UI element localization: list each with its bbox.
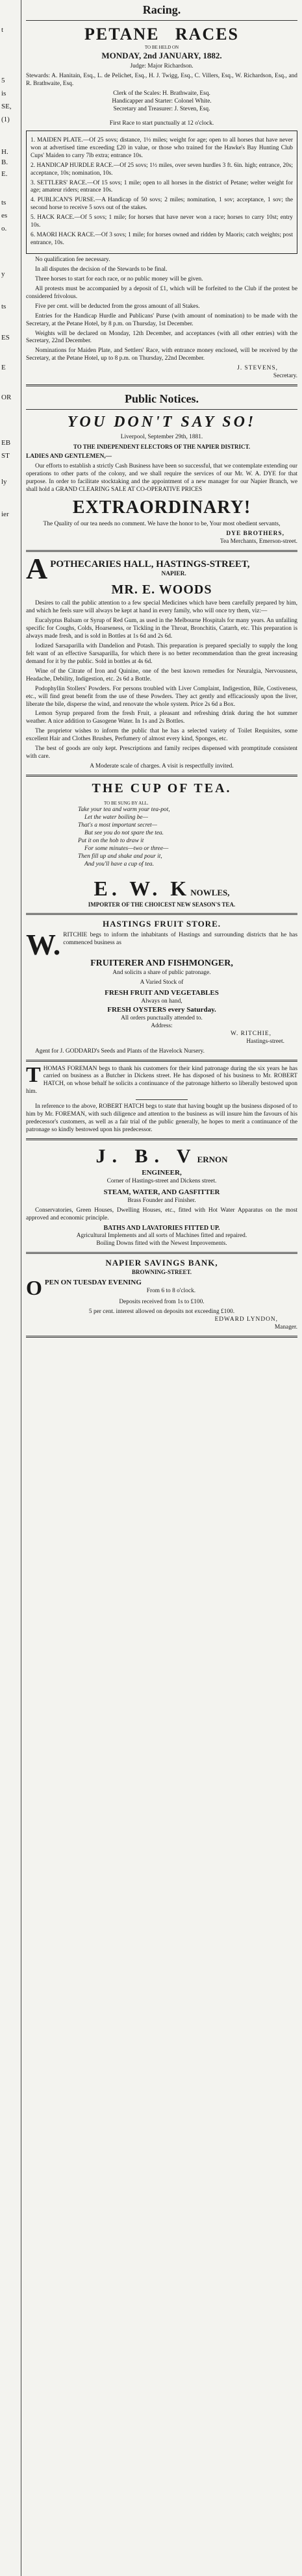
fruit-store-solicit: And solicits a share of public patronage.: [112, 969, 211, 977]
strip-fragment: t: [1, 26, 4, 34]
divider: [26, 550, 297, 552]
race-condition: Weights will be declared on Monday, 12th December, and acceptances (with all other entries) with the Secretary, 22nd December.: [26, 330, 297, 345]
apothecaries-dropcap: A: [26, 555, 48, 582]
letter-body: Our efforts to establish a strictly Cash Business have been so successful, that we contemplate extending our operations to other parts of the colony, and we shall require the services of our Mr. W. A. DYE for that purpose. In order to facilitate stocktaking and the appointment of a new manager for our Napier Branch, we shall hold a GRAND CLEARING SALE AT CO-OPERATIVE PRICES: [26, 462, 297, 493]
strip-fragment: E: [1, 364, 6, 371]
fruit-store-stock: FRESH FRUIT AND VEGETABLES: [105, 988, 219, 997]
strip-fragment: y: [1, 270, 5, 278]
vernon-name-a: J. B. V: [95, 1145, 197, 1168]
tea-poem: [26, 801, 297, 868]
petane-title-b: RACES: [175, 24, 239, 44]
first-race-notice: First Race to start punctually at 12 o'clock.: [109, 119, 214, 127]
official-stewards: Stewards: A. Hanitain, Esq., L. de Pelichet, Esq., H. J. Twigg, Esq., C. Villers, Esq., W. Richardson, Esq., and R. Brathwaite, Esq.: [26, 73, 297, 88]
race-condition: Nominations for Maiden Plate, and Settlers' Race, with entrance money enclosed, will be received by the Secretary, at the Petane Hotel, up to 8 p.m. on Thursday, 22nd December.: [26, 347, 297, 362]
fruit-store-address-label: Address:: [151, 1022, 173, 1029]
vernon-name: [26, 1144, 297, 1169]
poem-line: For some minutes—two or three—: [84, 845, 169, 852]
poem-line: Let the water boiling be—: [84, 814, 148, 821]
fruit-store-street: Hastings-street.: [246, 1038, 284, 1045]
bank-interest: 5 per cent. interest allowed on deposits not exceeding £100.: [88, 1308, 235, 1316]
race-condition: All protests must be accompanied by a deposit of £1, which will be forfeited to the Club if the protest be considered frivolous.: [26, 285, 297, 300]
racing-signature: J. STEVENS,: [237, 365, 278, 372]
strip-fragment: ES: [1, 334, 10, 342]
cup-of-tea-title: THE CUP OF TEA.: [92, 781, 232, 795]
race-condition: Entries for the Handicap Hurdle and Publicans' Purse (with amount of nomination) to be made with the Secretary, at the Petane Hotel, by 8 p.m. on Thursday, 1st December.: [26, 312, 297, 327]
apothecaries-paragraph: The best of goods are only kept. Prescriptions and family recipes dispensed with promptitude consistent with care.: [26, 745, 297, 760]
vernon-body: Conservatories, Green Houses, Dwelling Houses, etc., fitted with Hot Water Apparatus on the most approved and economic principle.: [26, 1207, 297, 1221]
knowles-name-b: NOWLES,: [190, 887, 230, 897]
apothecaries-paragraph: The proprietor wishes to inform the public that he has a selected variety of Toilet Requisites, some excellent Hair and Clothes Brushes, Perfumery of almost every kind, Sponges, etc.: [26, 728, 297, 743]
apothecaries-paragraph: Eucalyptus Balsam or Syrup of Red Gum, as used in the Melbourne Hospitals for many years. An unfailing specific for Coughs, Colds, Hoarseness, or Tickling in the Throat, Bronchitis, Catarrh, etc. This preparation is always made fresh, and is sold in Bottles at 1s 6d and 2s 6d.: [26, 618, 297, 640]
bank-manager: EDWARD LYNDON,: [214, 1316, 278, 1323]
letter-greeting: LADIES AND GENTLEMEN,—: [26, 453, 112, 460]
poem-line: But see you do not spare the tea.: [84, 830, 164, 837]
you-dont-say-so-headline: YOU DON'T SAY SO!: [67, 413, 257, 431]
fruit-store-trade: FRUITERER AND FISHMONGER,: [90, 958, 233, 969]
bank-dropcap: O: [26, 1279, 42, 1297]
bank-open: [26, 1279, 297, 1297]
divider: [136, 1099, 188, 1100]
knowles-line: IMPORTER OF THE CHOICEST NEW SEASON'S TEA.: [88, 901, 236, 908]
apothecaries-paragraph: Desires to call the public attention to a few special Medicines which have been carefully prepared by him, and which he feels sure will always be kept at hand in every family, who will once try them, viz:—: [26, 600, 297, 615]
poem-line: That's a most important secret—: [78, 822, 157, 829]
vernon-sub: Brass Founder and Finisher.: [127, 1197, 196, 1204]
strip-fragment: SE,: [1, 103, 12, 110]
race-event: 5. HACK RACE.—Of 5 sovs; 1 mile; for horses that have never won a race; horses to carry 10st; entry 10s.: [31, 214, 293, 229]
divider: [26, 384, 297, 386]
fruit-store-intro: [26, 932, 297, 958]
divider: [26, 20, 297, 21]
vernon-name-b: ERNON: [197, 1155, 228, 1165]
apothecaries-paragraph: A Moderate scale of charges. A visit is respectfully invited.: [90, 763, 234, 770]
left-edge-strip: [0, 0, 21, 2576]
divider: [26, 1336, 297, 1338]
strip-fragment: es: [1, 212, 8, 219]
bank-manager-title: Manager.: [274, 1324, 297, 1331]
strip-fragment: B.: [1, 158, 8, 166]
strip-fragment: o.: [1, 225, 7, 232]
race-condition: No qualification fee necessary.: [35, 256, 110, 263]
racing-heading: Racing.: [142, 3, 181, 16]
vernon-trade: STEAM, WATER, AND GASFITTER: [103, 1188, 220, 1197]
bank-hours: From 6 to 8 o'clock.: [146, 1288, 196, 1295]
divider: [26, 1138, 297, 1140]
newspaper-column: [26, 0, 297, 1342]
apothecaries-paragraph: Lemon Syrup prepared from the fresh Fruit, a pleasant and refreshing drink during the hot summer weather. A nice addition to Gasogene Water. In 1s and 2s Bottles.: [26, 710, 297, 725]
apothecaries-name: MR. E. WOODS: [111, 582, 212, 597]
hatch-reply: In reference to the above, ROBERT HATCH begs to state that having bought up the business disposed of to him by Mr. FOREMAN, with such diligence and attention to the business as will insure him the favours of his predecessor's customers, as well as a fair trial of the public generally, he hopes to merit a continuance of the patronage so kindly bestowed upon his predecessor.: [26, 1103, 297, 1134]
official-handicapper: Handicapper and Starter: Colonel White.: [112, 98, 212, 105]
apothecaries-title: POTHECARIES HALL, HASTINGS-STREET,: [50, 558, 250, 569]
poem-line: And you'll have a cup of tea.: [84, 860, 154, 868]
knowles-name-a: E. W. K: [94, 876, 191, 900]
race-event: 6. MAORI HACK RACE.—Of 3 sovs; 1 mile; for horses owned and ridden by Maoris; catch weights; post entrance, 10s.: [31, 232, 293, 247]
foreman-notice: [26, 1066, 297, 1097]
poem-line: Then fill up and shake and pour it,: [78, 853, 162, 860]
letter-sign-sub: Tea Merchants, Emerson-street.: [220, 538, 297, 545]
vernon-baths: BATHS AND LAVATORIES FITTED UP.: [103, 1224, 220, 1232]
vernon-address: Corner of Hastings-street and Dickens street.: [107, 1178, 217, 1185]
strip-fragment: ts: [1, 199, 6, 206]
knowles-name: [26, 875, 297, 902]
race-condition: Five per cent. will be deducted from the gross amount of all Stakes.: [35, 303, 200, 310]
letter-date: Liverpool, September 29th, 1881.: [120, 434, 203, 441]
fruit-store-stock: Always on hand,: [141, 997, 182, 1005]
strip-fragment: E.: [1, 170, 8, 178]
strip-fragment: (1): [1, 116, 10, 123]
strip-fragment: H.: [1, 148, 8, 156]
official-secretary: Secretary and Treasurer: J. Steven, Esq.: [113, 105, 210, 112]
bank-street: BROWNING-STREET.: [131, 1268, 192, 1275]
poem-line: TO BE SUNG BY ALL.: [104, 801, 149, 807]
fruit-store-name: W. RITCHIE,: [231, 1030, 271, 1037]
fruit-store-orders: All orders punctually attended to.: [121, 1014, 203, 1021]
apothecaries-header: [26, 556, 297, 582]
divider: [26, 1252, 297, 1254]
race-date: MONDAY, 2nd JANUARY, 1882.: [101, 50, 222, 60]
apothecaries-town: NAPIER.: [161, 570, 186, 577]
strip-fragment: 5: [1, 77, 5, 84]
fruit-store-body: RITCHIE begs to inform the inhabitants of Hastings and surrounding districts that he has commenced business as: [63, 932, 297, 947]
divider: [26, 913, 297, 915]
public-notices-heading: Public Notices.: [125, 392, 199, 406]
race-condition: Three horses to start for each race, or no public money will be given.: [35, 275, 203, 282]
strip-fragment: ST: [1, 452, 10, 460]
extraordinary-headline: EXTRAORDINARY!: [72, 497, 251, 518]
race-event: 4. PUBLICAN'S PURSE.—A Handicap of 50 sovs; 2 miles; nomination, 1 sov; acceptance, 1 sov; the second horse to receive 5 sovs out of the stakes.: [31, 197, 293, 212]
apothecaries-paragraph: Iodized Sarsaparilla with Dandelion and Potash. This preparation is prepared specially to supply the long felt want of an effective Sarsaparilla, for which there is no better recommendation than the great increasing demand for it by the public. Sold in bottles at 4s 6d.: [26, 642, 297, 665]
foreman-dropcap: T: [26, 1065, 41, 1087]
fruit-store-title: HASTINGS FRUIT STORE.: [103, 918, 221, 929]
race-events-box: [26, 131, 297, 254]
race-condition: In all disputes the decision of the Stewards to be final.: [35, 266, 168, 273]
fruit-store-agent: Agent for J. GODDARD's Seeds and Plants of the Havelock Nursery.: [35, 1047, 205, 1055]
official-clerk: Clerk of the Scales: H. Brathwaite, Esq.: [113, 90, 210, 97]
race-event: 2. HANDICAP HURDLE RACE.—Of 25 sovs; 1½ miles, over seven hurdles 3 ft. 6in. high; entrance, 20s; acceptance, 10s; nomination, 10s.: [31, 162, 293, 177]
divider: [26, 409, 297, 410]
vernon-pumps: Boiling Downs fitted with the Newest Improvements.: [96, 1240, 227, 1247]
to-be-held: TO BE HELD ON: [144, 44, 179, 50]
apothecaries-paragraph: Podophyllin Stollers' Powders. For persons troubled with Liver Complaint, Indigestion, Bile, Costiveness, etc., will find great benefit from the use of these Powders. They act gently and efficaciously upon the liver, liberate the bile, disperse the wind, and renovate the whole system. Price 2s 6d a Box.: [26, 685, 297, 708]
divider: [26, 775, 297, 777]
letter-to: TO THE INDEPENDENT ELECTORS OF THE NAPIER DISTRICT.: [73, 444, 251, 451]
strip-fragment: ts: [1, 303, 6, 310]
fruit-dropcap: W.: [26, 932, 61, 958]
vernon-agri: Agricultural Implements and all sorts of Machines fitted and repaired.: [76, 1232, 247, 1240]
fruit-store-variety: A Varied Stock of: [140, 979, 184, 986]
letter-close: The Quality of our tea needs no comment. We have the honor to be, Your most obedient servants,: [43, 521, 281, 528]
petane-title: [26, 23, 297, 45]
letter-sign: DYE BROTHERS,: [226, 530, 284, 537]
strip-fragment: OR: [1, 394, 12, 401]
strip-fragment: EB: [1, 439, 11, 447]
poem-line: Take your tea and warm your tea-pot,: [78, 807, 170, 814]
race-event: 3. SETTLERS' RACE.—Of 15 sovs; 1 mile; open to all horses in the district of Petane; welter weight for age; amateur riders; entrance 10s.: [31, 179, 293, 194]
bank-title: NAPIER SAVINGS BANK,: [105, 1258, 218, 1268]
bank-deposits: Deposits received from 1s to £100.: [119, 1299, 205, 1306]
race-event: 1. MAIDEN PLATE.—Of 25 sovs; distance, 1½ miles; weight for age; open to all horses that have never won at advertised time exceeding £20 in value, or those who trained for the Hawke's Bay Hunting Club Cups' Maiden to carry 7lb extra; entrance 10s.: [31, 136, 293, 159]
bank-open-text: PEN ON TUESDAY EVENING: [44, 1279, 142, 1287]
apothecaries-paragraph: Wine of the Citrate of Iron and Quinine, one of the best known remedies for Neuralgia, Nervousness, Headache, Debility, Indigestion, etc. 2s 6d a Bottle.: [26, 668, 297, 682]
strip-fragment: is: [1, 90, 6, 97]
petane-title-a: PETANE: [84, 24, 160, 44]
strip-fragment: ier: [1, 510, 9, 518]
poem-line: Put it on the hob to draw it: [78, 838, 144, 845]
fruit-store-stock: FRESH OYSTERS every Saturday.: [107, 1005, 216, 1014]
vernon-title: ENGINEER,: [142, 1169, 182, 1177]
racing-signature-title: Secretary.: [273, 373, 297, 380]
official-judge: Judge: Major Richardson.: [130, 63, 194, 70]
strip-fragment: ly: [1, 478, 7, 486]
divider: [26, 1060, 297, 1062]
foreman-body: HOMAS FOREMAN begs to thank his customers for their kind patronage during the six years he has carried on business as a Butcher in Dickens street. He has disposed of his business to Mr. ROBERT HATCH, on whose behalf he solicits a continuance of the patronage hitherto so liberally bestowed upon him.: [26, 1065, 297, 1095]
